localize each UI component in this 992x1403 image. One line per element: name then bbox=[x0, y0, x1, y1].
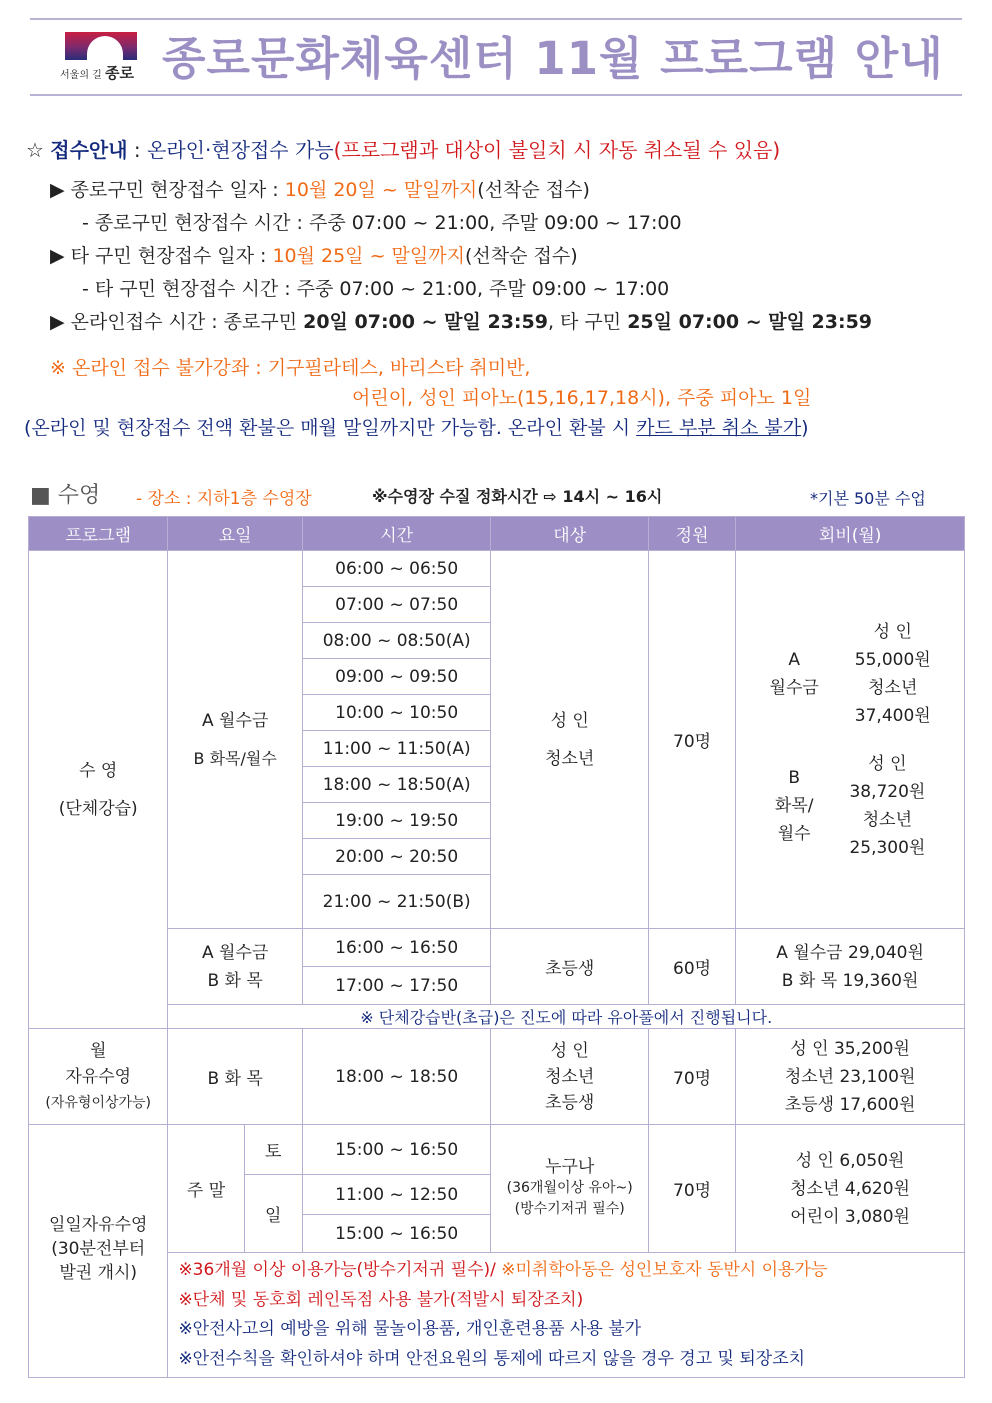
star-icon: ☆ bbox=[26, 138, 44, 162]
unavailable-line-1: ※ 온라인 접수 불가강좌 : 기구필라테스, 바리스타 취미반, bbox=[50, 357, 531, 379]
time-slot: 18:00 ~ 18:50(A) bbox=[302, 767, 491, 803]
header-top-line bbox=[30, 18, 962, 20]
unavailable-line-2: 어린이, 성인 피아노(15,16,17,18시), 주중 피아노 1일 bbox=[352, 387, 812, 409]
time-slot: 15:00 ~ 16:50 bbox=[302, 1215, 491, 1253]
cleaning-time: ※수영장 수질 정화시간 ⇨ 14시 ~ 16시 bbox=[372, 487, 663, 506]
program-monthly-free-swim: 월 자유수영 (자유형이상가능) bbox=[29, 1029, 168, 1125]
notice-heading: ☆ 접수안내 : 온라인·현장접수 가능(프로그램과 대상이 불일치 시 자동 취소될 수 있음) bbox=[26, 138, 781, 162]
section-place: - 장소 : 지하1층 수영장 bbox=[136, 489, 312, 509]
time-slot: 15:00 ~ 16:50 bbox=[302, 1125, 491, 1175]
header-bottom-line bbox=[30, 94, 962, 96]
daily-sat: 토 bbox=[244, 1125, 302, 1175]
group-fee: A 월수금 성 인 55,000원 청소년 37,400원 B 화목/ 월수 성 인 38,720원 청소년 25,300원 bbox=[736, 551, 965, 929]
kids-note: ※ 단체강습반(초급)은 진도에 따라 유아풀에서 진행됩니다. bbox=[168, 1005, 965, 1029]
time-slot: 11:00 ~ 11:50(A) bbox=[302, 731, 491, 767]
daily-sun: 일 bbox=[244, 1175, 302, 1253]
monthly-days: B 화 목 bbox=[168, 1029, 302, 1125]
refund-notice: (온라인 및 현장접수 전액 환불은 매월 말일까지만 가능함. 온라인 환불 시 카드 부분 취소 불가) bbox=[24, 417, 809, 439]
col-header-fee: 회비(월) bbox=[736, 517, 965, 551]
group-capacity: 70명 bbox=[648, 551, 735, 929]
jongno-logo bbox=[60, 32, 144, 82]
time-slot: 19:00 ~ 19:50 bbox=[302, 803, 491, 839]
time-slot: 09:00 ~ 09:50 bbox=[302, 659, 491, 695]
kids-days: A 월수금 B 화 목 bbox=[168, 929, 302, 1005]
logo-text: 서울의 길 종로 bbox=[60, 64, 134, 82]
notice-line-1: ▶ 종로구민 현장접수 일자 : 10월 20일 ~ 말일까지(선착순 접수) bbox=[50, 179, 590, 201]
notice-line-4: - 타 구민 현장접수 시간 : 주중 07:00 ~ 21:00, 주말 09:00 ~ 17:00 bbox=[82, 278, 670, 300]
time-slot: 08:00 ~ 08:50(A) bbox=[302, 623, 491, 659]
group-target: 성 인 청소년 bbox=[491, 551, 649, 929]
group-days: A 월수금 B 화목/월수 bbox=[168, 551, 302, 929]
section-heading: ■ 수영 bbox=[30, 483, 101, 508]
notice-line-2: - 종로구민 현장접수 시간 : 주중 07:00 ~ 21:00, 주말 09:00 ~ 17:00 bbox=[82, 212, 682, 234]
kids-target: 초등생 bbox=[491, 929, 649, 1005]
daily-capacity: 70명 bbox=[648, 1125, 735, 1253]
monthly-fee: 성 인 35,200원 청소년 23,100원 초등생 17,600원 bbox=[736, 1029, 965, 1125]
square-icon: ■ bbox=[30, 483, 51, 508]
swim-program-table bbox=[28, 516, 965, 1378]
time-slot: 10:00 ~ 10:50 bbox=[302, 695, 491, 731]
col-header-capacity: 정원 bbox=[648, 517, 735, 551]
time-slot: 21:00 ~ 21:50(B) bbox=[302, 875, 491, 929]
notice-line-3: ▶ 타 구민 현장접수 일자 : 10월 25일 ~ 말일까지(선착순 접수) bbox=[50, 245, 578, 267]
daily-weekend: 주 말 bbox=[168, 1125, 244, 1253]
kids-capacity: 60명 bbox=[648, 929, 735, 1005]
program-group-swim: 수 영 (단체강습) bbox=[29, 551, 168, 1029]
col-header-days: 요일 bbox=[168, 517, 302, 551]
monthly-time: 18:00 ~ 18:50 bbox=[302, 1029, 491, 1125]
daily-fee: 성 인 6,050원 청소년 4,620원 어린이 3,080원 bbox=[736, 1125, 965, 1253]
time-slot: 11:00 ~ 12:50 bbox=[302, 1175, 491, 1215]
time-slot: 06:00 ~ 06:50 bbox=[302, 551, 491, 587]
daily-target: 누구나 (36개월이상 유아~) (방수기저귀 필수) bbox=[491, 1125, 649, 1253]
page-title: 종로문화체육센터 11월 프로그램 안내 bbox=[162, 32, 944, 85]
time-slot: 20:00 ~ 20:50 bbox=[302, 839, 491, 875]
col-header-program: 프로그램 bbox=[29, 517, 168, 551]
col-header-time: 시간 bbox=[302, 517, 491, 551]
kids-fee: A 월수금 29,040원 B 화 목 19,360원 bbox=[736, 929, 965, 1005]
col-header-target: 대상 bbox=[491, 517, 649, 551]
time-slot: 16:00 ~ 16:50 bbox=[302, 929, 491, 967]
time-slot: 07:00 ~ 07:50 bbox=[302, 587, 491, 623]
time-slot: 17:00 ~ 17:50 bbox=[302, 967, 491, 1005]
program-daily-free-swim: 일일자유수영 (30분전부터 발권 개시) bbox=[29, 1125, 168, 1378]
basic-class-note: *기본 50분 수업 bbox=[810, 489, 926, 508]
daily-rules: ※36개월 이상 이용가능(방수기저귀 필수)/ ※미취학아동은 성인보호자 동반시 이용가능 ※단체 및 동호회 레인독점 사용 불가(적발시 퇴장조치) ※안전사고의 예방을 위해 물놀이용품, 개인훈련용품 사용 불가 ※안전수칙을 확인하셔야 하며 안전요원의 통제에 따르지 않을 경우 경고 및 퇴장조치 bbox=[168, 1253, 965, 1378]
logo-mark-icon bbox=[65, 32, 137, 60]
notice-line-5: ▶ 온라인접수 시간 : 종로구민 20일 07:00 ~ 말일 23:59, 타 구민 25일 07:00 ~ 말일 23:59 bbox=[50, 311, 873, 333]
monthly-capacity: 70명 bbox=[648, 1029, 735, 1125]
table-header-row bbox=[29, 517, 965, 551]
monthly-target: 성 인 청소년 초등생 bbox=[491, 1029, 649, 1125]
